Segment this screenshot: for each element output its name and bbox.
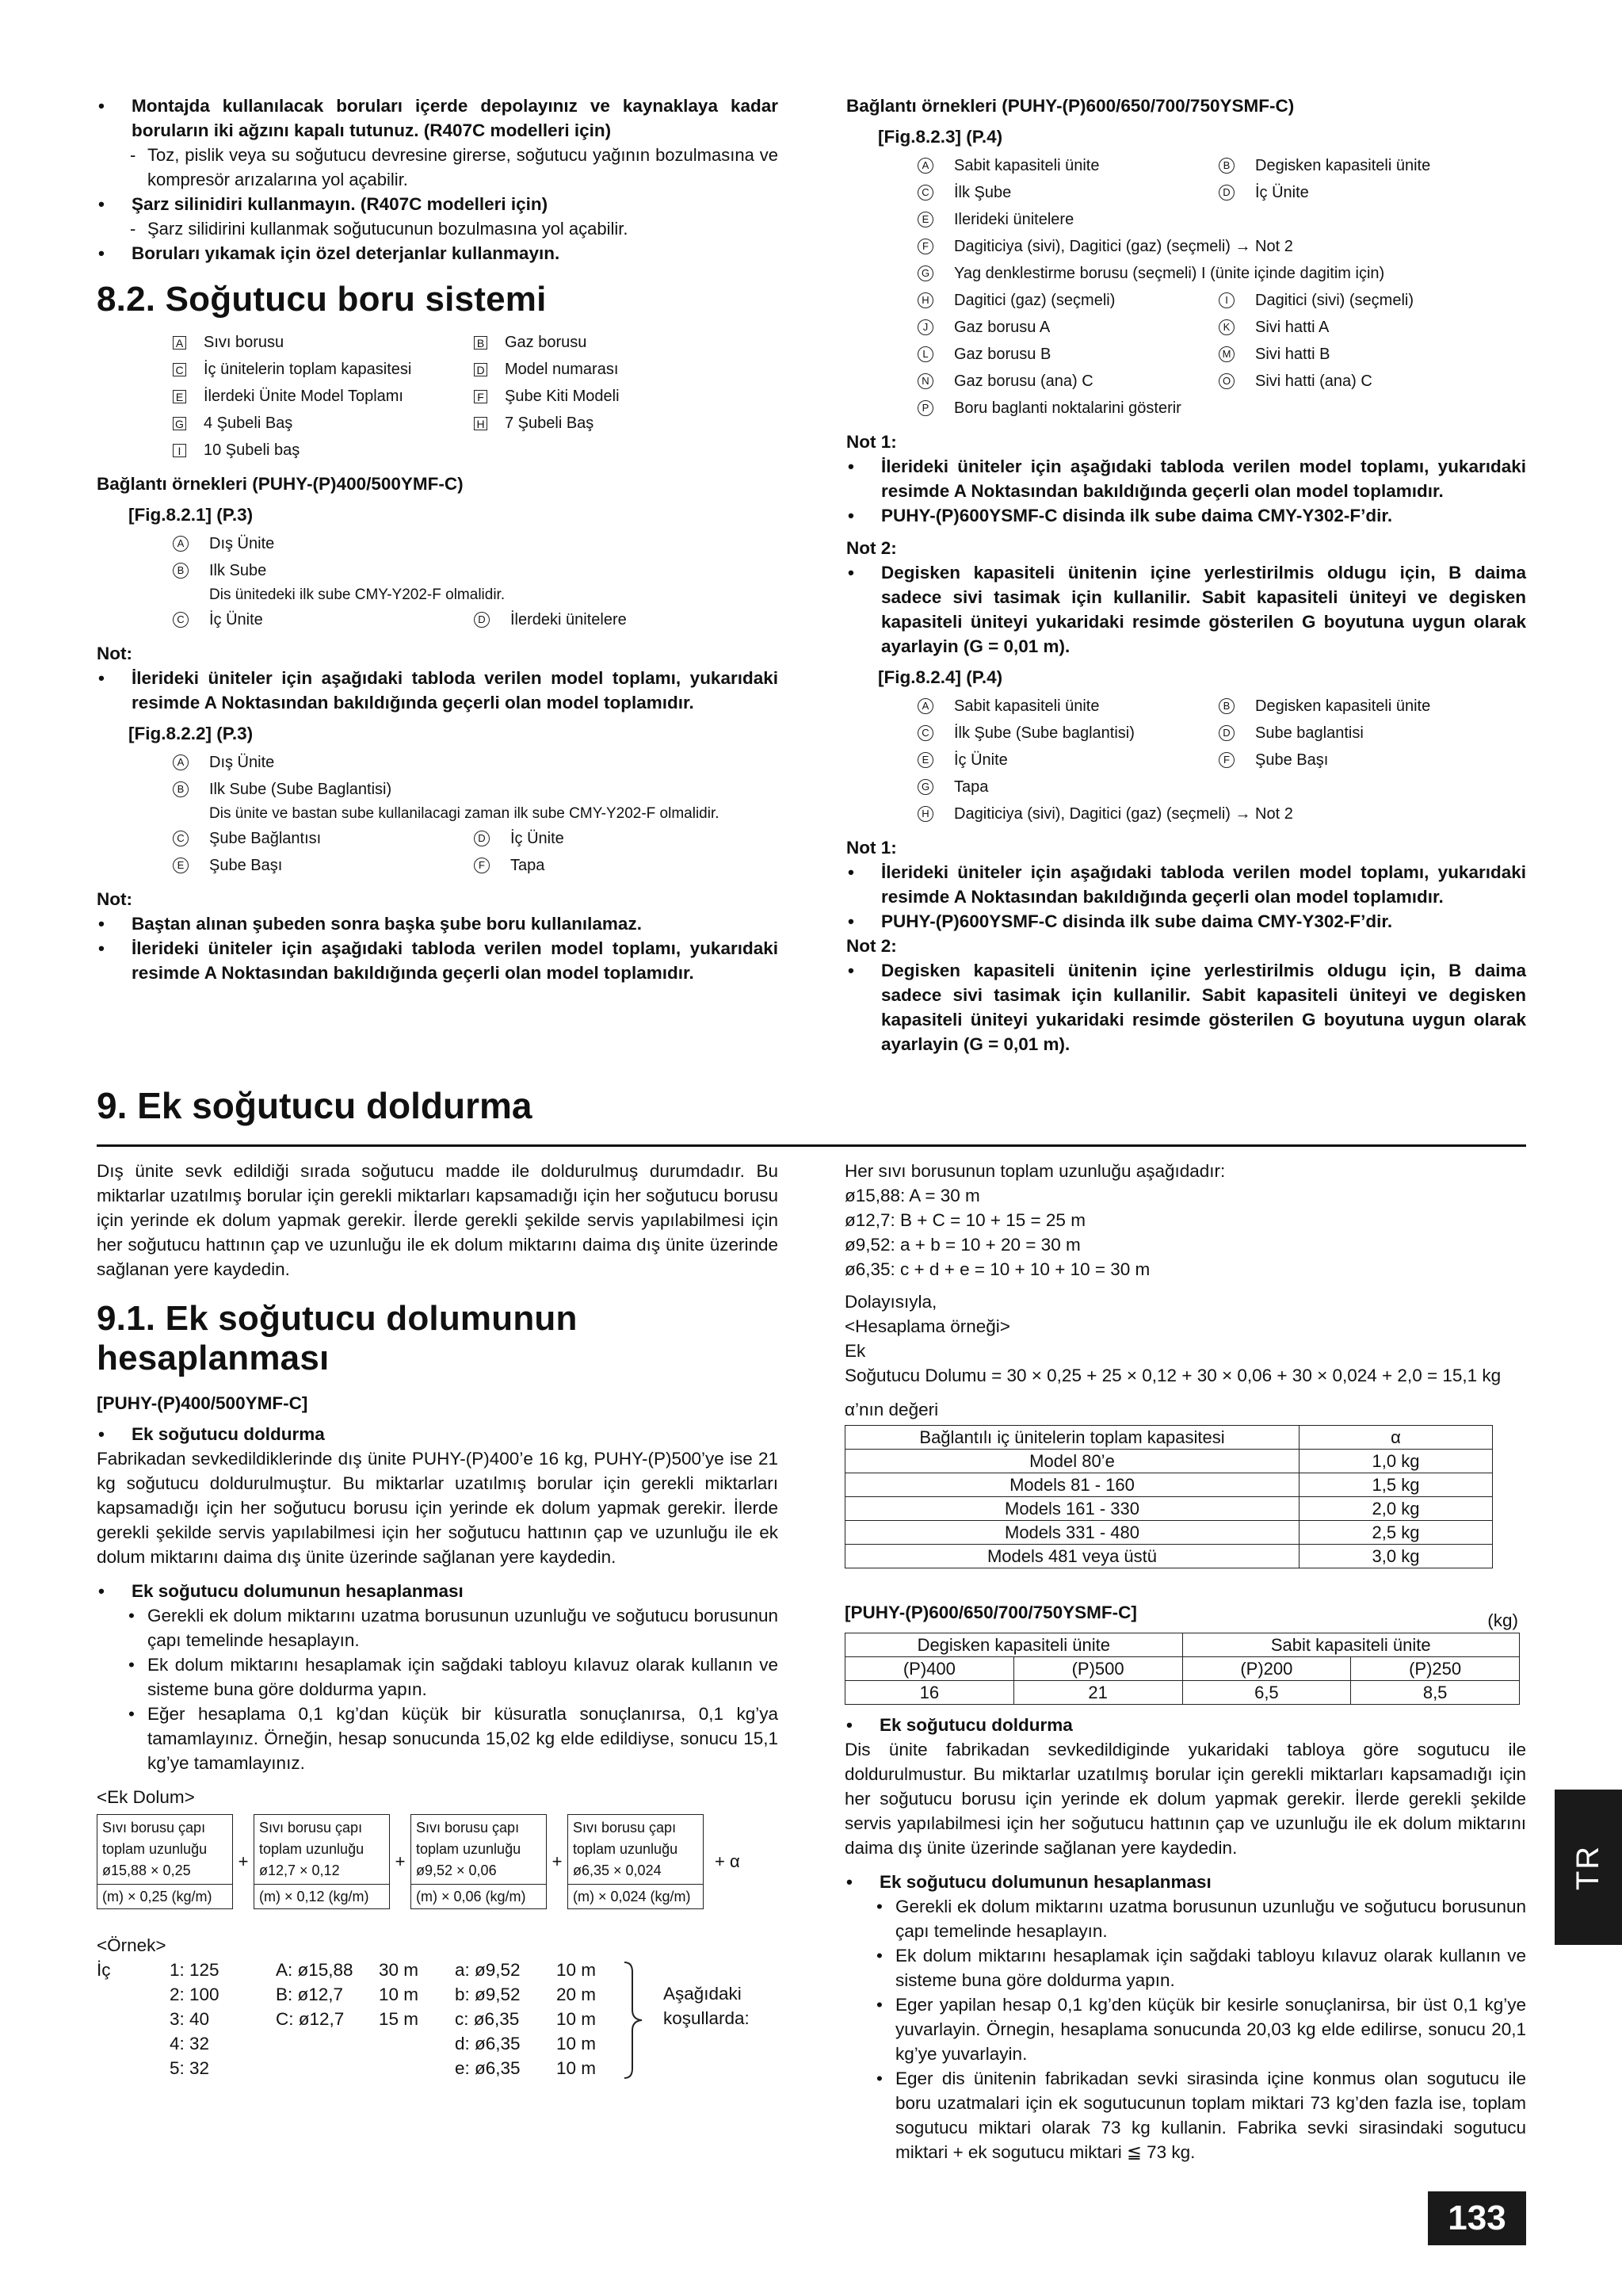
letter-n-icon: N xyxy=(918,373,933,389)
legend-row xyxy=(918,260,1526,287)
fig-8-2-3-ref: [Fig.8.2.3] (P.4) xyxy=(878,127,1003,147)
letter-c-icon: C xyxy=(918,185,933,201)
language-tab xyxy=(1555,1790,1622,1945)
legend-label: Şube Kiti Modeli xyxy=(505,388,620,405)
fig-8-2-2-ref: [Fig.8.2.2] (P.3) xyxy=(128,724,254,743)
legend-row xyxy=(918,206,1526,233)
not1-label: Not 1: xyxy=(846,432,897,452)
ornek-ic: İç xyxy=(97,1960,111,1980)
letter-g-icon: G xyxy=(918,779,933,795)
legend-row xyxy=(918,720,1526,747)
letter-b-icon: B xyxy=(1219,158,1235,174)
letter-h-icon: H xyxy=(918,292,933,308)
legend-label: Model numarası xyxy=(505,361,619,378)
legend-row xyxy=(173,410,778,437)
letter-b-icon: B xyxy=(173,781,189,797)
calc2-item-1: • Gerekli ek dolum miktarını uzatma borusunun uzunluğu ve soğutucu borusunun çapı temelinde hesaplayın. xyxy=(845,1894,1526,1943)
fig1-note-b: Dis ünitedeki ilk sube CMY-Y202-F olmalidir. xyxy=(209,586,506,603)
box3-line3: ø9,52 × 0,06 xyxy=(416,1862,497,1878)
example-cell: c: ø6,35 xyxy=(455,2009,520,2029)
not1b-b: • PUHY-(P)600YSMF-C disinda ilk sube daima CMY-Y302-F’dir. xyxy=(846,909,1526,934)
letter-f-icon: F xyxy=(1219,752,1235,768)
legend-label: Gaz borusu A xyxy=(954,319,1051,336)
legend-row xyxy=(918,287,1526,314)
legend-label: Dagitici (sivi) (seçmeli) xyxy=(1255,292,1414,309)
legend-row xyxy=(918,152,1526,179)
box3-line2: toplam uzunluğu xyxy=(416,1841,521,1857)
not-label-1: Not: xyxy=(97,644,132,663)
letter-k-icon: K xyxy=(1219,319,1235,335)
letter-i-icon: I xyxy=(173,444,186,457)
example-cell: 10 m xyxy=(379,1985,419,2004)
not1b-a: • İlerideki üniteler için aşağıdaki tabloda verilen model toplamı, yukarıdaki resimde A Noktasından bakıldığında geçerli olan model toplamıdır. xyxy=(846,860,1526,909)
formula-box-2 xyxy=(254,1814,390,1909)
legend-label: Degisken kapasiteli ünite xyxy=(1255,697,1431,715)
table-cell: 3,0 kg xyxy=(1300,1545,1493,1568)
calc-item-1: • Gerekli ek dolum miktarını uzatma borusunun uzunluğu ve soğutucu borusunun çapı temelinde hesaplayın. xyxy=(97,1603,778,1652)
fig1-label-d: İlerdeki ünitelere xyxy=(510,611,627,628)
letter-a-icon: A xyxy=(173,755,189,770)
letter-b-icon: B xyxy=(173,563,189,579)
fig2-label-e: Şube Başı xyxy=(209,857,283,874)
not2b-a: • Degisken kapasiteli ünitenin içine yerlestirilmis oldugu için, B daima sadece sivi tasimak için kullanilir. Sabit kapasiteli üniteyi ve degisken kapasiteli üniteyi yukaridaki resimde gösterilen G boyutuna uygun olarak ayarlayin (G = 0,01 m). xyxy=(846,958,1526,1056)
legend-label: İlerdeki Ünite Model Toplamı xyxy=(204,388,403,405)
legend-row xyxy=(173,383,778,410)
legend-label: 10 Şubeli baş xyxy=(204,441,300,459)
length-12-7: ø12,7: B + C = 10 + 15 = 25 m xyxy=(845,1210,1086,1230)
legend-label: Gaz borusu (ana) C xyxy=(954,372,1093,390)
ornek-label: <Örnek> xyxy=(97,1935,166,1955)
legend-label: İç ünitelerin toplam kapasitesi xyxy=(204,361,412,378)
page-number: 133 xyxy=(1428,2191,1526,2245)
legend-label: Sivi hatti A xyxy=(1255,319,1330,336)
section-9-title: 9. Ek soğutucu doldurma xyxy=(97,1085,532,1126)
legend-row xyxy=(918,800,1526,827)
example-table xyxy=(97,1958,778,2080)
not2b-label: Not 2: xyxy=(846,936,897,956)
example-cell: A: ø15,88 xyxy=(276,1960,353,1980)
legend-row xyxy=(918,747,1526,774)
table-header: Sabit kapasiteli ünite xyxy=(1182,1633,1520,1657)
example-cell: 3: 40 xyxy=(170,2009,210,2029)
table-row xyxy=(845,1426,1493,1450)
not2-a: • Degisken kapasiteli ünitenin içine yerlestirilmis oldugu için, B daima sadece sivi tasimak için kullanilir. Sabit kapasiteli üniteyi ve degisken kapasiteli üniteyi yukaridaki resimde gösterilen G boyutuna uygun olarak ayarlayin (G = 0,01 m). xyxy=(846,560,1526,659)
box2-line2: toplam uzunluğu xyxy=(259,1841,364,1857)
box3-unit: (m) × 0,06 (kg/m) xyxy=(411,1884,546,1908)
example-cell: 4: 32 xyxy=(170,2034,210,2053)
fig2-label-d: İç Ünite xyxy=(510,830,564,847)
conn-title-400: Bağlantı örnekleri (PUHY-(P)400/500YMF-C) xyxy=(97,474,464,494)
letter-c-icon: C xyxy=(173,363,186,376)
letter-a-icon: A xyxy=(918,698,933,714)
legend-label: Yag denklestirme borusu (seçmeli) I (ünite içinde dagitim için) xyxy=(954,265,1385,282)
formula-box-3 xyxy=(410,1814,547,1909)
legend-label: Dagitici (gaz) (seçmeli) xyxy=(954,292,1116,309)
letter-j-icon: J xyxy=(918,319,933,335)
right-bottom-column xyxy=(845,1159,1526,2164)
plus-sign: + xyxy=(395,1851,406,1871)
legend-label: İç Ünite xyxy=(954,751,1008,769)
example-cell: a: ø9,52 xyxy=(455,1960,521,1980)
box4-unit: (m) × 0,024 (kg/m) xyxy=(568,1884,703,1908)
letter-g-icon: G xyxy=(173,417,186,430)
hesaplama-ornegi: <Hesaplama örneği> xyxy=(845,1316,1010,1336)
legend-label: Dagiticiya (sivi), Dagitici (gaz) (seçmeli) → Not 2 xyxy=(954,805,1293,823)
kg-unit: (kg) xyxy=(1487,1610,1518,1630)
box1-line3: ø15,88 × 0,25 xyxy=(102,1862,191,1878)
left-bottom-column xyxy=(97,1159,778,2080)
letter-e-icon: E xyxy=(173,390,186,403)
letter-l-icon: L xyxy=(918,346,933,362)
calc2-item-4: • Eger dis ünitenin fabrikadan sevki sirasinda içine konmus olan sogutucu ile boru uzatmalari için ek sogutucunun toplam miktari 73 kg’den fazla ise, toplam sogutucu miktari olarak 73 kg kullanin. Fabrika sevki sirasindaki sogutucu miktari + ek sogutucu miktari ≦ 73 kg. xyxy=(845,2066,1526,2164)
fig2-label-c: Şube Bağlantısı xyxy=(209,830,322,847)
table-cell: (P)250 xyxy=(1351,1657,1520,1681)
section-divider xyxy=(97,1144,1526,1147)
calc2-item-3: • Eger yapilan hesap 0,1 kg’den küçük bir kesirle sonuçlanirsa, bir üst 0,1 kg’ye yuvarlayin. Örnegin, hesaplama sonucunda 20,03 kg elde edilirse, sonucu 20,1 kg’ye yuvarlayin. xyxy=(845,1992,1526,2066)
example-cell: b: ø9,52 xyxy=(455,1985,521,2004)
ek-dolum-formula xyxy=(97,1814,778,1909)
box1-unit: (m) × 0,25 (kg/m) xyxy=(97,1884,232,1908)
example-cell: 15 m xyxy=(379,2009,419,2029)
not-label-2: Not: xyxy=(97,889,132,909)
table-cell: 2,0 kg xyxy=(1300,1497,1493,1521)
model-600-title: [PUHY-(P)600/650/700/750YSMF-C] xyxy=(845,1603,1137,1622)
plus-sign: + xyxy=(551,1851,563,1871)
legend-label: 4 Şubeli Baş xyxy=(204,415,293,432)
example-cell: 2: 100 xyxy=(170,1985,219,2004)
fig-8-2-4-ref: [Fig.8.2.4] (P.4) xyxy=(878,667,1003,687)
section-9-1-title: 9.1. Ek soğutucu dolumunun hesaplanması xyxy=(97,1299,578,1377)
legend-label: Gaz borusu xyxy=(505,334,587,351)
legend-label: Ilerideki ünitelere xyxy=(954,211,1074,228)
letter-g-icon: G xyxy=(918,266,933,281)
bullet-no-charging-cylinder: • Şarz silinidiri kullanmayın. (R407C modelleri için) xyxy=(97,192,778,216)
ek-dolum-label: <Ek Dolum> xyxy=(97,1787,195,1807)
table-header: Bağlantılı iç ünitelerin toplam kapasitesi xyxy=(845,1426,1300,1450)
example-cell: e: ø6,35 xyxy=(455,2058,521,2078)
box3-line1: Sıvı borusu çapı xyxy=(416,1820,520,1836)
table-cell: Models 161 - 330 xyxy=(845,1497,1300,1521)
note-2a: • Baştan alınan şubeden sonra başka şube boru kullanılamaz. xyxy=(97,911,778,936)
letter-d-icon: D xyxy=(474,363,487,376)
length-15-88: ø15,88: A = 30 m xyxy=(845,1186,980,1205)
table-cell: 8,5 xyxy=(1351,1681,1520,1705)
legend-label: 7 Şubeli Baş xyxy=(505,415,594,432)
table-header: α xyxy=(1300,1426,1493,1450)
legend-row xyxy=(918,179,1526,206)
letter-f-icon: F xyxy=(918,239,933,254)
letter-c-icon: C xyxy=(173,612,189,628)
formula-box-4 xyxy=(567,1814,704,1909)
box1-line2: toplam uzunluğu xyxy=(102,1841,208,1857)
model-400-title: [PUHY-(P)400/500YMF-C] xyxy=(97,1393,308,1413)
length-9-52: ø9,52: a + b = 10 + 20 = 30 m xyxy=(845,1235,1081,1255)
letter-c-icon: C xyxy=(173,831,189,846)
bullet-store-pipes: • Montajda kullanılacak boruları içerde depolayınız ve kaynaklaya kadar boruların iki ağzını kapalı tutunuz. (R407C modelleri için) xyxy=(97,94,778,143)
letter-a-icon: A xyxy=(918,158,933,174)
table-cell: 1,5 kg xyxy=(1300,1473,1493,1497)
dash-cylinder-note: - Şarz silidirini kullanmak soğutucunun bozulmasına yol açabilir. xyxy=(97,216,778,241)
conn-title-600: Bağlantı örnekleri (PUHY-(P)600/650/700/750YSMF-C) xyxy=(846,96,1295,116)
example-cell: 1: 125 xyxy=(170,1960,219,1980)
legend-label: Tapa xyxy=(954,778,989,796)
legend-label: Degisken kapasiteli ünite xyxy=(1255,157,1431,174)
calc-item-3: • Eğer hesaplama 0,1 kg’dan küçük bir küsuratla sonuçlanırsa, 0,1 kg’ya tamamlayınız. Örneğin, hesap sonucunda 15,02 kg elde edildiyse, sonucu 15,1 kg’ye tamamlayınız. xyxy=(97,1702,778,1775)
fig-8-2-1-ref: [Fig.8.2.1] (P.3) xyxy=(128,505,254,525)
legend-label: İç Ünite xyxy=(1255,184,1309,201)
right-top-column xyxy=(846,94,1526,1056)
language-tab-label: TR xyxy=(1570,1844,1605,1890)
legend-label: Sivi hatti (ana) C xyxy=(1255,372,1372,390)
table-row xyxy=(845,1681,1520,1705)
legend-row xyxy=(918,693,1526,720)
letter-o-icon: O xyxy=(1219,373,1235,389)
table-cell: 16 xyxy=(845,1681,1014,1705)
note-2b: • İlerideki üniteler için aşağıdaki tabloda verilen model toplamı, yukarıdaki resimde A Noktasından bakıldığında geçerli olan model toplamıdır. xyxy=(97,936,778,985)
table-cell: Models 481 veya üstü xyxy=(845,1545,1300,1568)
letter-h-icon: H xyxy=(474,417,487,430)
not1-a: • İlerideki üniteler için aşağıdaki tabloda verilen model toplamı, yukarıdaki resimde A Noktasından bakıldığında geçerli olan model toplamıdır. xyxy=(846,454,1526,503)
legend-row xyxy=(918,395,1526,422)
alpha-title: α’nın değeri xyxy=(845,1400,939,1419)
letter-d-icon: D xyxy=(474,831,490,846)
fig2-label-a: Dış Ünite xyxy=(209,754,275,771)
ek-doldurma-text-2: Dis ünite fabrikadan sevkedildiginde yukaridaki tabloya göre sogutucu ile doldurulmustur. Bu miktarlar uzatılmış borular için gerekli miktarları kapsamadığı için her soğutucu borusu için yerinde ek dolum yapmak gerekir. İlerde gerekli şekilde servis yapılabilmesi için her soğutucu hattının çap ve uzunluğu ile ek dolum miktarını daima dış ünite üzerinde sağlanan yere kaydedin. xyxy=(845,1740,1526,1858)
fig2-label-f: Tapa xyxy=(510,857,545,874)
legend-fig-8-2-4 xyxy=(918,693,1526,827)
example-cell: 20 m xyxy=(556,1985,597,2004)
table-cell: Models 81 - 160 xyxy=(845,1473,1300,1497)
letter-e-icon: E xyxy=(918,752,933,768)
table-cell: 2,5 kg xyxy=(1300,1521,1493,1545)
formula-box-1 xyxy=(97,1814,233,1909)
legend-label: Sıvı borusu xyxy=(204,334,284,351)
letter-f-icon: F xyxy=(474,390,487,403)
dolayisiyla: Dolayısıyla, xyxy=(845,1292,937,1312)
not1b-label: Not 1: xyxy=(846,838,897,858)
plus-sign: + xyxy=(238,1851,249,1871)
legend-label: Boru baglanti noktalarini gösterir xyxy=(954,399,1181,417)
legend-label: Sabit kapasiteli ünite xyxy=(954,697,1100,715)
letter-a-icon: A xyxy=(173,336,186,350)
legend-row xyxy=(918,314,1526,341)
legend-label: İlk Şube (Sube baglantisi) xyxy=(954,724,1135,742)
table-cell: 1,0 kg xyxy=(1300,1450,1493,1473)
section-8-2-title: 8.2. Soğutucu boru sistemi xyxy=(97,280,547,319)
table-cell: 6,5 xyxy=(1182,1681,1351,1705)
box4-line1: Sıvı borusu çapı xyxy=(573,1820,677,1836)
bullet-no-detergent: • Boruları yıkamak için özel deterjanlar kullanmayın. xyxy=(97,241,778,266)
calc-title: • Ek soğutucu dolumunun hesaplanması xyxy=(97,1579,778,1603)
legend-row xyxy=(918,774,1526,800)
letter-a-icon: A xyxy=(173,536,189,552)
note-1: • İlerideki üniteler için aşağıdaki tabloda verilen model toplamı, yukarıdaki resimde A Noktasından bakıldığında geçerli olan model toplamıdır. xyxy=(97,666,778,715)
asagidaki-text: Aşağıdaki xyxy=(663,1984,742,2004)
brace-icon xyxy=(621,1961,645,2080)
table-cell: (P)200 xyxy=(1182,1657,1351,1681)
letter-d-icon: D xyxy=(474,612,490,628)
letter-d-icon: D xyxy=(1219,725,1235,741)
table-row xyxy=(845,1450,1493,1473)
fig1-label-a: Dış Ünite xyxy=(209,535,275,552)
legend-label: Dagiticiya (sivi), Dagitici (gaz) (seçmeli) → Not 2 xyxy=(954,238,1293,255)
dash-dust-note: - Toz, pislik veya su soğutucu devresine girerse, soğutucu yağının bozulmasına ve kompresör arızalarına yol açabilir. xyxy=(97,143,778,192)
not2-label: Not 2: xyxy=(846,538,897,558)
legend-row xyxy=(918,341,1526,368)
legend-label: Sivi hatti B xyxy=(1255,346,1330,363)
table-row xyxy=(845,1497,1493,1521)
legend-row xyxy=(173,356,778,383)
letter-d-icon: D xyxy=(1219,185,1235,201)
calc-title-2: • Ek soğutucu dolumunun hesaplanması xyxy=(845,1870,1526,1894)
formula: Soğutucu Dolumu = 30 × 0,25 + 25 × 0,12 + 30 × 0,06 + 30 × 0,024 + 2,0 = 15,1 kg xyxy=(845,1366,1502,1385)
letter-b-icon: B xyxy=(474,336,487,350)
legend-row xyxy=(173,329,778,356)
left-top-column xyxy=(97,94,778,985)
box2-line1: Sıvı borusu çapı xyxy=(259,1820,363,1836)
table-row xyxy=(845,1521,1493,1545)
box1-line1: Sıvı borusu çapı xyxy=(102,1820,206,1836)
section-9-intro: Dış ünite sevk edildiği sırada soğutucu madde ile doldurulmuş durumdadır. Bu miktarlar uzatılmış borular için gerekli miktarları kapsamadığı için her soğutucu borusu için yerinde ek dolum yapmak gerekir. İlerde gerekli şekilde servis yapılabilmesi için her soğutucu hattının çap ve uzunluğu ile ek dolum miktarını daima dış ünite üzerinde sağlanan yere kaydedin. xyxy=(97,1161,778,1279)
letter-m-icon: M xyxy=(1219,346,1235,362)
ek-doldurma-title-2: • Ek soğutucu doldurma xyxy=(845,1713,1526,1737)
legend-8-2 xyxy=(173,329,778,464)
letter-p-icon: P xyxy=(918,400,933,416)
legend-fig-8-2-3 xyxy=(918,152,1526,422)
legend-label: İlk Şube xyxy=(954,184,1012,201)
box4-line2: toplam uzunluğu xyxy=(573,1841,678,1857)
example-cell: 5: 32 xyxy=(170,2058,210,2078)
letter-h-icon: H xyxy=(918,806,933,822)
plus-alpha: + α xyxy=(715,1851,740,1871)
legend-label: Şube Başı xyxy=(1255,751,1329,769)
fig2-note-b: Dis ünite ve bastan sube kullanilacagi zaman ilk sube CMY-Y202-F olmalidir. xyxy=(209,805,719,822)
example-cell: 10 m xyxy=(556,2009,597,2029)
example-cell: 10 m xyxy=(556,2058,597,2078)
ek-doldurma-title: • Ek soğutucu doldurma xyxy=(97,1422,778,1446)
table-row xyxy=(845,1657,1520,1681)
ek-label: Ek xyxy=(845,1341,866,1361)
legend-row xyxy=(918,233,1526,260)
letter-e-icon: E xyxy=(173,858,189,873)
legend-label: Sube baglantisi xyxy=(1255,724,1364,742)
table-header: Degisken kapasiteli ünite xyxy=(845,1633,1183,1657)
box4-line3: ø6,35 × 0,024 xyxy=(573,1862,662,1878)
total-length-intro: Her sıvı borusunun toplam uzunluğu aşağıdadır: xyxy=(845,1161,1226,1181)
alpha-table xyxy=(845,1425,1493,1568)
ek-doldurma-text: Fabrikadan sevkedildiklerinde dış ünite PUHY-(P)400’e 16 kg, PUHY-(P)500’ye ise 21 kg soğutucu doldurulmuştur. Bu miktarlar uzatılmış borular için gerekli miktarları kapsamadığı için her soğutucu borusu için yerinde ek dolum yapmak gerekir. İlerde gerekli şekilde servis yapılabilmesi için her soğutucu hattının çap ve uzunluğu ile ek dolum miktarını daima dış ünite üzerinde sağlanan yere kaydedin. xyxy=(97,1449,778,1567)
kosullarda-text: koşullarda: xyxy=(663,2008,750,2028)
length-6-35: ø6,35: c + d + e = 10 + 10 + 10 = 30 m xyxy=(845,1259,1151,1279)
example-cell: 30 m xyxy=(379,1960,419,1980)
table-cell: Model 80’e xyxy=(845,1450,1300,1473)
fig1-label-b: Ilk Sube xyxy=(209,562,267,579)
table-cell: 21 xyxy=(1013,1681,1182,1705)
legend-label: Gaz borusu B xyxy=(954,346,1051,363)
letter-f-icon: F xyxy=(474,858,490,873)
box2-unit: (m) × 0,12 (kg/m) xyxy=(254,1884,389,1908)
table-row xyxy=(845,1633,1520,1657)
example-cell: B: ø12,7 xyxy=(276,1985,344,2004)
letter-c-icon: C xyxy=(918,725,933,741)
example-cell: 10 m xyxy=(556,1960,597,1980)
example-cell: 10 m xyxy=(556,2034,597,2053)
charge-table xyxy=(845,1633,1520,1705)
example-cell: d: ø6,35 xyxy=(455,2034,521,2053)
legend-row xyxy=(918,368,1526,395)
letter-i-icon: I xyxy=(1219,292,1235,308)
fig2-label-b: Ilk Sube (Sube Baglantisi) xyxy=(209,781,392,798)
calc-item-2: • Ek dolum miktarını hesaplamak için sağdaki tabloyu kılavuz olarak kullanın ve sisteme buna göre doldurma yapın. xyxy=(97,1652,778,1702)
fig1-label-c: İç Ünite xyxy=(209,611,263,628)
letter-b-icon: B xyxy=(1219,698,1235,714)
example-cell: C: ø12,7 xyxy=(276,2009,345,2029)
letter-e-icon: E xyxy=(918,212,933,227)
legend-label: Sabit kapasiteli ünite xyxy=(954,157,1100,174)
box2-line3: ø12,7 × 0,12 xyxy=(259,1862,340,1878)
table-cell: Models 331 - 480 xyxy=(845,1521,1300,1545)
table-row xyxy=(845,1473,1493,1497)
calc2-item-2: • Ek dolum miktarını hesaplamak için sağdaki tabloyu kılavuz olarak kullanın ve sisteme buna göre doldurma yapın. xyxy=(845,1943,1526,1992)
legend-row xyxy=(173,437,778,464)
not1-b: • PUHY-(P)600YSMF-C disinda ilk sube daima CMY-Y302-F’dir. xyxy=(846,503,1526,528)
table-cell: (P)400 xyxy=(845,1657,1014,1681)
table-cell: (P)500 xyxy=(1013,1657,1182,1681)
table-row xyxy=(845,1545,1493,1568)
